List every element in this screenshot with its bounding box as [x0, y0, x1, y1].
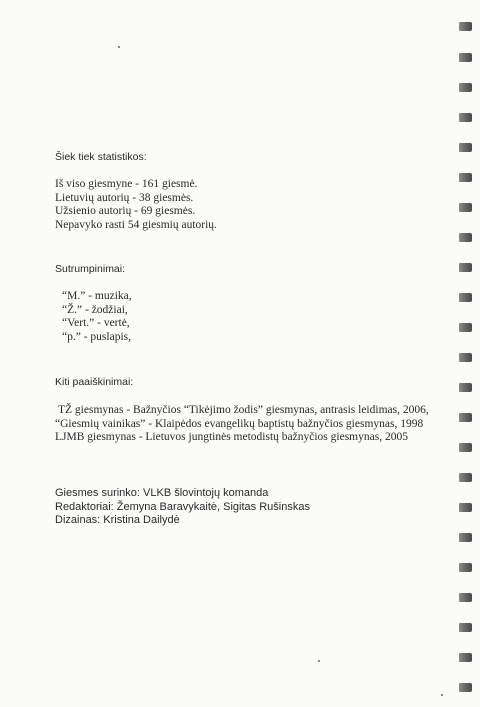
statistics-line: Iš viso giesmyne - 161 giesmė. — [55, 178, 198, 190]
note-line: TŽ giesmynas - Bažnyčios “Tikėjimo žodis” giesmynas, antrasis leidimas, 2006, — [58, 404, 429, 416]
note-line: LJMB giesmynas - Lietuvos jungtinės metodistų bažnyčios giesmynas, 2005 — [55, 431, 408, 443]
binding-mark — [459, 533, 472, 542]
statistics-line: Lietuvių autorių - 38 giesmės. — [55, 191, 194, 204]
binding-mark — [459, 203, 472, 212]
binding-mark — [459, 623, 472, 632]
other-notes-heading: Kiti paaiškinimai: — [55, 376, 134, 388]
binding-mark — [459, 413, 472, 422]
credits-line: Giesmes surinko: VLKB šlovintojų komanda — [55, 487, 269, 499]
binding-mark — [459, 293, 472, 302]
note-line: “Giesmių vainikas” - Klaipėdos evangelikų baptistų bažnyčios giesmynas, 1998 — [55, 417, 424, 430]
binding-mark — [459, 323, 472, 332]
binding-mark — [459, 143, 472, 152]
binding-mark — [459, 383, 472, 392]
statistics-line: Nepavyko rasti 54 giesmių autorių. — [55, 218, 217, 231]
binding-mark — [459, 173, 472, 182]
credits-line: Redaktoriai: Žemyna Baravykaitė, Sigitas Rušinskas — [55, 500, 310, 513]
binding-mark — [459, 263, 472, 272]
binding-mark — [459, 563, 472, 572]
binding-mark — [459, 443, 472, 452]
abbreviation-item: “Ž.” - žodžiai, — [62, 303, 128, 316]
abbreviations-section — [55, 262, 132, 344]
abbreviation-item: “p.” - puslapis, — [62, 330, 131, 343]
credits-line: Dizainas: Kristina Dailydė — [55, 514, 180, 526]
binding-mark — [459, 53, 472, 62]
scan-speck — [318, 660, 320, 662]
statistics-line: Užsienio autorių - 69 giesmės. — [55, 205, 196, 217]
abbreviations-heading: Sutrumpinimai: — [55, 263, 126, 275]
binding-mark — [459, 113, 472, 122]
binding-mark — [459, 22, 472, 31]
binding-mark — [459, 503, 472, 512]
binding-mark — [459, 473, 472, 482]
binding-mark — [459, 233, 472, 242]
binding-mark — [459, 83, 472, 92]
statistics-heading: Šiek tiek statistikos: — [55, 151, 147, 163]
credits-section — [55, 487, 310, 528]
abbreviation-item: “M.” - muzika, — [62, 290, 132, 302]
binding-mark — [459, 653, 472, 662]
abbreviation-item: “Vert.” - vertė, — [62, 317, 130, 329]
scan-speck — [118, 46, 120, 48]
binding-mark — [459, 353, 472, 362]
binding-mark — [459, 593, 472, 602]
statistics-section — [55, 150, 217, 232]
scan-speck — [441, 694, 443, 696]
binding-mark — [459, 683, 472, 692]
other-notes-section — [55, 375, 429, 445]
